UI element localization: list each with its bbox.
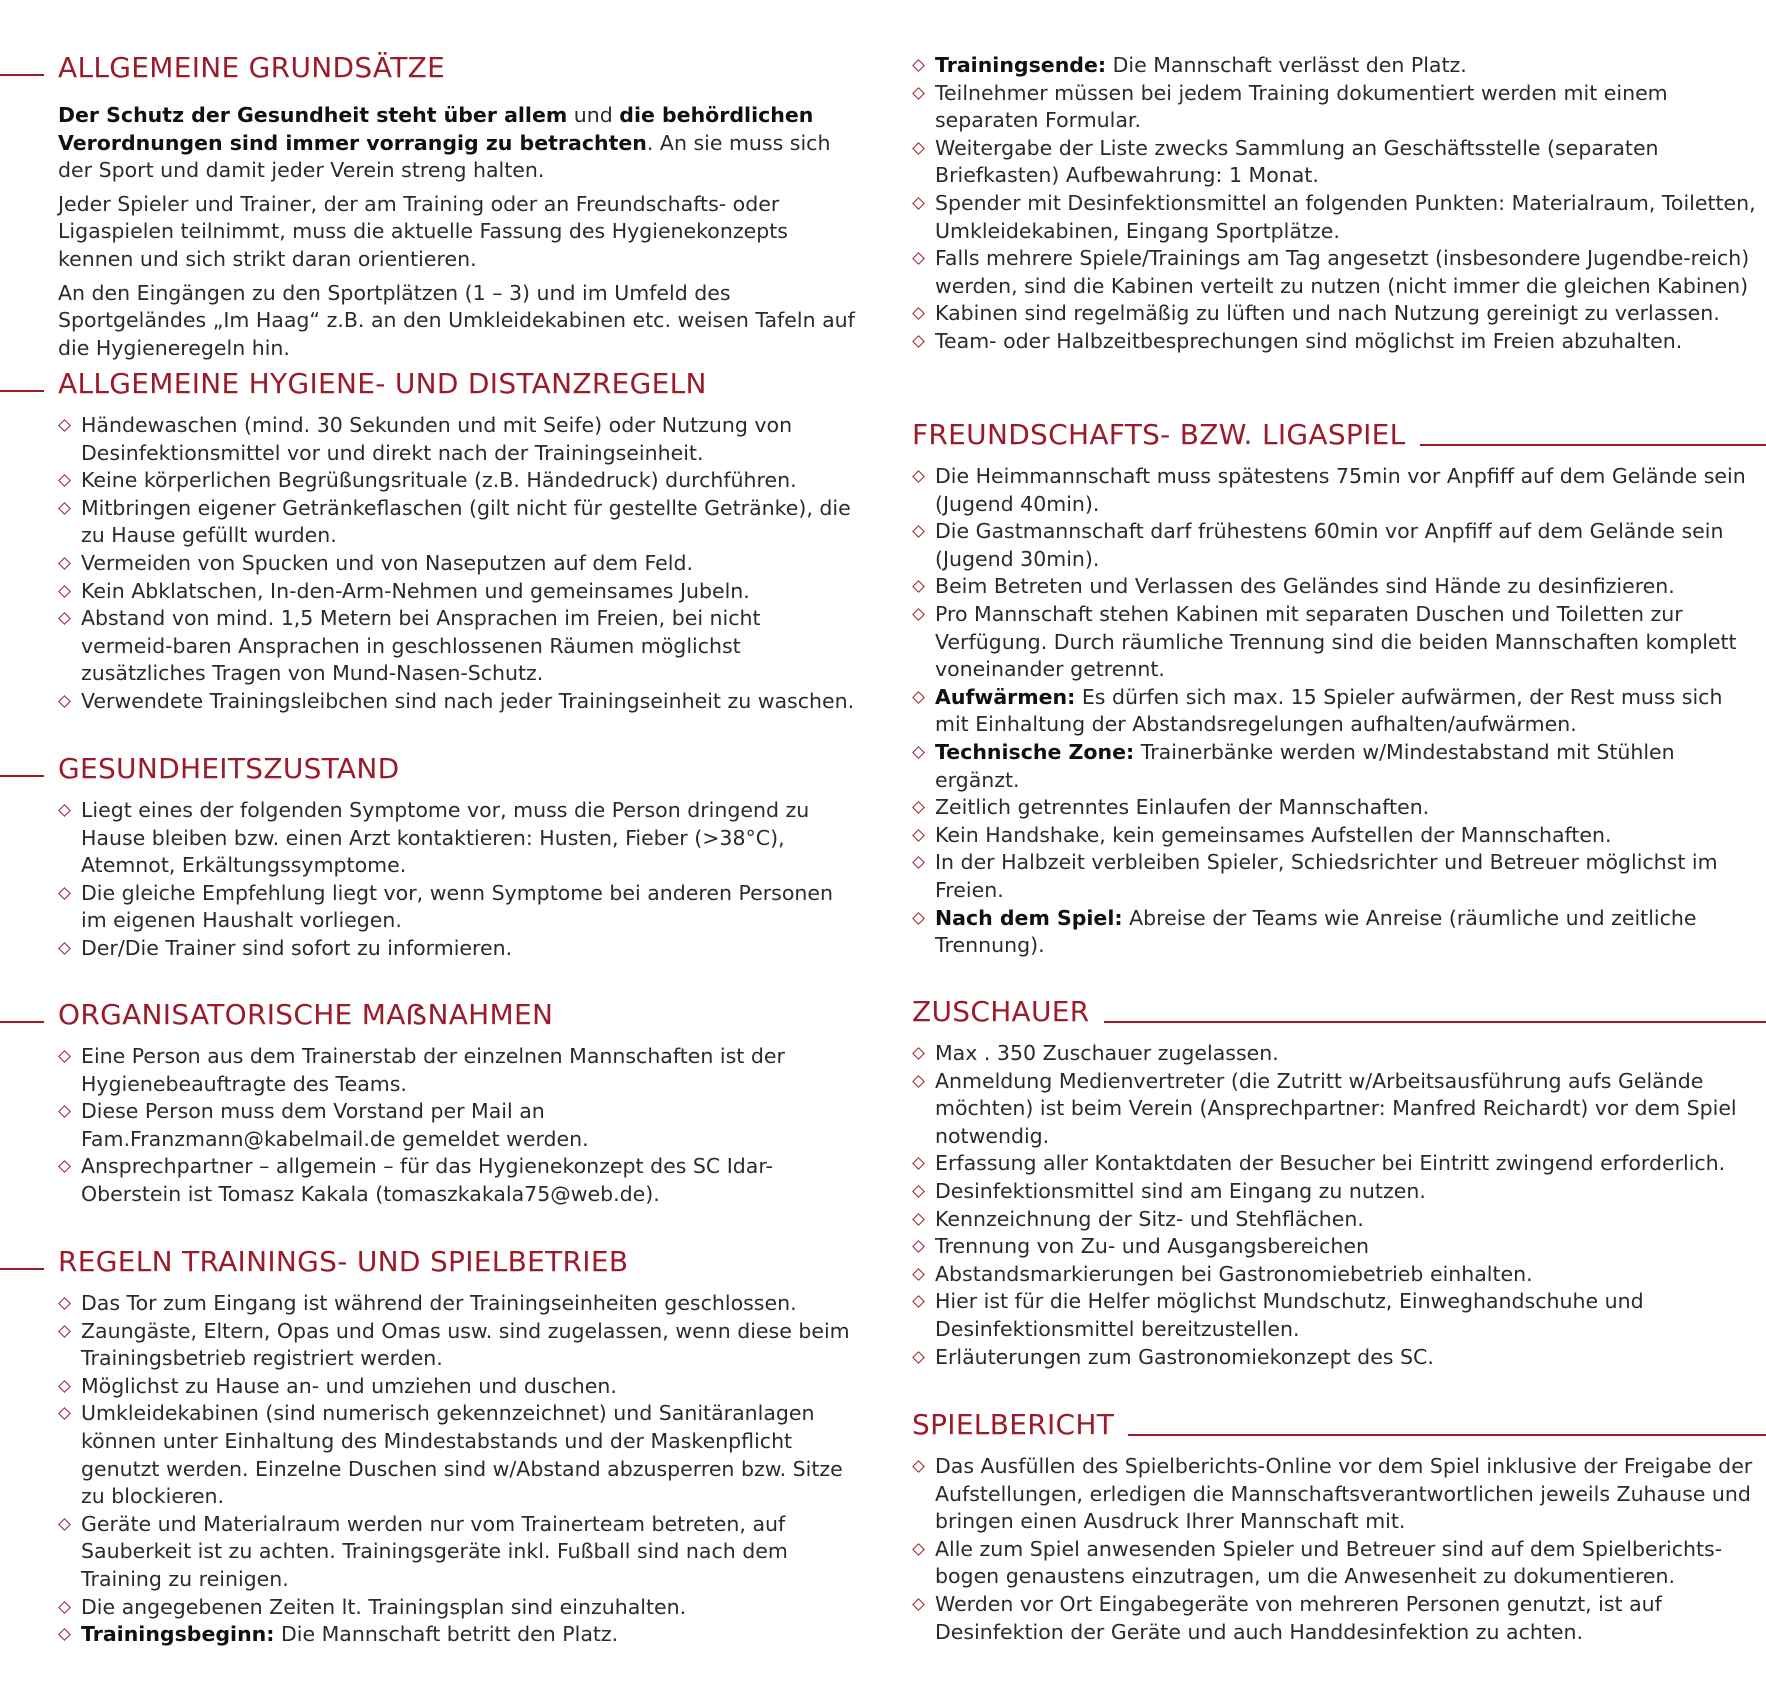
list-item-text: Werden vor Ort Eingabegeräte von mehreren Personen genutzt, ist auf Desinfektion der Geräte und auch Handdesinfektion zu achten. <box>935 1591 1662 1644</box>
list-item <box>58 578 858 606</box>
diamond-bullet-icon <box>912 1295 925 1308</box>
diamond-bullet-icon <box>58 1297 71 1310</box>
diamond-bullet-icon <box>912 912 925 925</box>
heading-rule <box>0 390 44 392</box>
diamond-bullet-icon <box>58 1105 71 1118</box>
diamond-bullet-icon <box>912 1351 925 1364</box>
list-item <box>912 1233 1762 1261</box>
paragraph: An den Eingängen zu den Sportplätzen (1 – 3) und im Umfeld des Sportgeländes „Im Haag“ z.B. an den Umkleidekabinen etc. weisen Tafeln auf die Hygieneregeln hin. <box>58 280 855 360</box>
list-item <box>912 245 1762 300</box>
diamond-bullet-icon <box>912 1047 925 1060</box>
bullet-list <box>912 1040 1762 1371</box>
list-item-text: Abstand von mind. 1,5 Metern bei Ansprachen im Freien, bei nicht vermeid-baren Ansprachen in geschlossenen Räumen möglichst zusätzliches Tragen von Mund-Nasen-Schutz. <box>81 606 761 686</box>
diamond-bullet-icon <box>912 1158 925 1171</box>
diamond-bullet-icon <box>58 1601 71 1614</box>
list-item <box>58 467 858 495</box>
section-regeln-trainings-spielbetrieb <box>58 1244 858 1649</box>
diamond-bullet-icon <box>912 1268 925 1281</box>
list-item-text: Das Ausfüllen des Spielberichts-Online vor dem Spiel inklusive der Freigabe der Aufstellungen, erledigen die Mannschaftsverantwortlichen jeweils Zuhause und bringen einen Ausdruck Ihrer Mannschaft mit. <box>935 1454 1753 1534</box>
list-item <box>912 1068 1762 1151</box>
list-item <box>912 1261 1762 1289</box>
list-item-text: Desinfektionsmittel sind am Eingang zu nutzen. <box>935 1178 1426 1203</box>
list-item <box>912 739 1762 794</box>
section-heading <box>58 751 858 787</box>
diamond-bullet-icon <box>58 942 71 955</box>
list-item-text: Diese Person muss dem Vorstand per Mail an Fam.Franzmann@kabelmail.de gemeldet werden. <box>81 1099 589 1151</box>
list-item <box>58 605 858 688</box>
diamond-bullet-icon <box>912 1598 925 1611</box>
list-item-text: Die Mannschaft betritt den Platz. <box>274 1622 619 1647</box>
heading-text: ORGANISATORISCHE MAẞNAHMEN <box>58 998 554 1031</box>
diamond-bullet-icon <box>58 1380 71 1393</box>
list-item-text: Mitbringen eigener Getränkeflaschen (gilt nicht für gestellte Getränke), die zu Hause gefüllt wurden. <box>81 495 851 548</box>
list-item <box>912 1150 1762 1178</box>
bullet-list <box>58 1290 858 1649</box>
diamond-bullet-icon <box>912 608 925 621</box>
bold-label: Trainingsbeginn: <box>81 1622 275 1647</box>
heading-text: ZUSCHAUER <box>912 995 1090 1028</box>
list-item <box>912 80 1762 135</box>
diamond-bullet-icon <box>912 856 925 869</box>
diamond-bullet-icon <box>58 695 71 708</box>
list-item-text: Trainerbänke werden w/Mindestabstand mit Stühlen ergänzt. <box>935 739 1675 792</box>
text: . An sie muss sich der Sport und damit jeder Verein streng halten. <box>58 130 831 183</box>
list-item-text: Zaungäste, Eltern, Opas und Omas usw. sind zugelassen, wenn diese beim Trainingsbetrieb registriert werden. <box>81 1318 850 1371</box>
list-item <box>58 797 858 880</box>
list-item-text: Zeitlich getrenntes Einlaufen der Mannschaften. <box>935 795 1430 820</box>
list-item-text: Ansprechpartner – allgemein – für das Hygienekonzept des SC Idar-Oberstein ist Tomasz Kakala (tomaszkakala75@web.de). <box>81 1154 773 1206</box>
heading-text: GESUNDHEITSZUSTAND <box>58 752 400 785</box>
diamond-bullet-icon <box>912 801 925 814</box>
list-item <box>912 601 1762 684</box>
section-heading <box>58 1244 858 1280</box>
section-heading <box>58 50 858 86</box>
diamond-bullet-icon <box>912 335 925 348</box>
list-item-text: Abreise der Teams wie Anreise (räumliche und zeitliche Trennung). <box>935 905 1697 958</box>
list-item <box>912 328 1762 356</box>
list-item-text: Händewaschen (mind. 30 Sekunden und mit Seife) oder Nutzung von Desinfektionsmittel vor und direkt nach der Trainingseinheit. <box>81 413 793 465</box>
list-item-text: Spender mit Desinfektionsmittel an folgenden Punkten: Materialraum, Toiletten, Umkleidekabinen, Eingang Sportplätze. <box>935 190 1756 243</box>
list-item <box>912 463 1762 518</box>
list-item-text: Keine körperlichen Begrüßungsrituale (z.B. Händedruck) durchführen. <box>81 468 797 493</box>
section-heading <box>58 366 858 402</box>
bold-label: Nach dem Spiel: <box>935 905 1123 930</box>
list-item <box>58 1318 858 1373</box>
list-item-text: Das Tor zum Eingang ist während der Trainingseinheiten geschlossen. <box>81 1291 797 1315</box>
heading-rule <box>0 1268 44 1270</box>
bullet-list <box>912 463 1762 960</box>
list-item-text: Weitergabe der Liste zwecks Sammlung an Geschäftsstelle (separaten Briefkasten) Aufbewahrung: 1 Monat. <box>935 135 1659 188</box>
list-item-text: Hier ist für die Helfer möglichst Mundschutz, Einweghandschuhe und Desinfektionsmittel bereitzustellen. <box>935 1289 1644 1341</box>
bullet-list <box>58 1043 858 1209</box>
diamond-bullet-icon <box>58 1518 71 1531</box>
list-item-text: Trennung von Zu- und Ausgangsbereichen <box>935 1234 1369 1259</box>
bullet-list <box>912 52 1762 356</box>
bold-label: Trainingsende: <box>935 53 1107 77</box>
list-item-text: Abstandsmarkierungen bei Gastronomiebetrieb einhalten. <box>935 1261 1533 1286</box>
list-item <box>912 1453 1762 1536</box>
section-heading <box>912 417 1762 453</box>
section-heading <box>912 1407 1762 1443</box>
list-item <box>912 573 1762 601</box>
list-item-text: Eine Person aus dem Trainerstab der einzelnen Mannschaften ist der Hygienebeauftragte des Teams. <box>81 1044 785 1096</box>
list-item-text: Die angegebenen Zeiten lt. Trainingsplan sind einzuhalten. <box>81 1594 687 1619</box>
list-item-text: Der/Die Trainer sind sofort zu informieren. <box>81 935 513 960</box>
list-item-text: Vermeiden von Spucken und von Naseputzen auf dem Feld. <box>81 550 693 575</box>
diamond-bullet-icon <box>912 1543 925 1556</box>
bullet-list <box>58 412 858 716</box>
list-item <box>58 1511 858 1594</box>
list-item <box>58 1290 858 1318</box>
list-item <box>912 300 1762 328</box>
diamond-bullet-icon <box>912 1213 925 1226</box>
intro-paragraph <box>58 102 858 185</box>
section-organisatorische-massnahmen <box>58 997 858 1209</box>
list-item-text: Kein Abklatschen, In-den-Arm-Nehmen und gemeinsames Jubeln. <box>81 578 750 603</box>
diamond-bullet-icon <box>912 746 925 759</box>
list-item <box>58 688 858 716</box>
list-item-text: Erläuterungen zum Gastronomiekonzept des SC. <box>935 1344 1434 1369</box>
bold-label: Aufwärmen: <box>935 684 1076 709</box>
diamond-bullet-icon <box>58 585 71 598</box>
list-item <box>912 1536 1762 1591</box>
section-heading <box>58 997 858 1033</box>
diamond-bullet-icon <box>912 829 925 842</box>
list-item-text: Die Heimmannschaft muss spätestens 75min vor Anpfiff auf dem Gelände sein (Jugend 40min). <box>935 464 1746 516</box>
diamond-bullet-icon <box>912 1240 925 1253</box>
list-item <box>912 135 1762 190</box>
list-item-text: Max . 350 Zuschauer zugelassen. <box>935 1041 1279 1065</box>
paragraph: Jeder Spieler und Trainer, der am Training oder an Freundschafts- oder Ligaspielen teilnimmt, muss die aktuelle Fassung des Hygienekonzepts kennen und sich strikt daran orientieren. <box>58 191 788 271</box>
heading-rule <box>0 74 44 76</box>
list-item-text: Es dürfen sich max. 15 Spieler aufwärmen, der Rest muss sich mit Einhaltung der Abstandsregelungen aufhalten/aufwärmen. <box>935 684 1723 737</box>
diamond-bullet-icon <box>58 804 71 817</box>
section-gesundheitszustand <box>58 751 858 963</box>
diamond-bullet-icon <box>58 1050 71 1063</box>
list-item-text: Kennzeichnung der Sitz- und Stehflächen. <box>935 1206 1364 1231</box>
list-item <box>912 905 1762 960</box>
heading-rule <box>1420 444 1766 446</box>
bullet-list <box>912 1453 1762 1646</box>
list-item-text: Liegt eines der folgenden Symptome vor, muss die Person dringend zu Hause bleiben bzw. einen Arzt kontaktieren: Husten, Fieber (>38°C), Atemnot, Erkältungssymptome. <box>81 798 810 878</box>
section-freundschafts-ligaspiel <box>912 417 1762 960</box>
list-item-text: Erfassung aller Kontaktdaten der Besucher bei Eintritt zwingend erforderlich. <box>935 1151 1726 1176</box>
list-item <box>58 1153 858 1208</box>
list-item <box>912 849 1762 904</box>
diamond-bullet-icon <box>58 1325 71 1338</box>
list-item-text: Die Mannschaft verlässt den Platz. <box>1106 53 1467 77</box>
list-item <box>58 1098 858 1153</box>
bold-label: Technische Zone: <box>935 739 1135 764</box>
bold-text: Der Schutz der Gesundheit steht über allem <box>58 103 568 127</box>
list-item <box>912 190 1762 245</box>
list-item-text: Geräte und Materialraum werden nur vom Trainerteam betreten, auf Sauberkeit ist zu achten. Trainingsgeräte inkl. Fußball sind nach dem Training zu reinigen. <box>81 1511 788 1591</box>
list-item-text: In der Halbzeit verbleiben Spieler, Schiedsrichter und Betreuer möglichst im Freien. <box>935 850 1718 902</box>
diamond-bullet-icon <box>912 87 925 100</box>
text: und <box>567 103 620 127</box>
diamond-bullet-icon <box>58 612 71 625</box>
heading-text: SPIELBERICHT <box>912 1408 1115 1441</box>
heading-rule <box>1104 1021 1766 1023</box>
diamond-bullet-icon <box>912 470 925 483</box>
diamond-bullet-icon <box>58 502 71 515</box>
diamond-bullet-icon <box>912 252 925 265</box>
diamond-bullet-icon <box>58 1161 71 1174</box>
list-item-text: Kein Handshake, kein gemeinsames Aufstellen der Mannschaften. <box>935 822 1612 847</box>
list-item <box>912 1288 1762 1343</box>
heading-text: ALLGEMEINE GRUNDSÄTZE <box>58 51 446 84</box>
list-item <box>912 822 1762 850</box>
diamond-bullet-icon <box>912 142 925 155</box>
heading-text: ALLGEMEINE HYGIENE- UND DISTANZREGELN <box>58 367 707 400</box>
section-heading <box>912 994 1762 1030</box>
section-allgemeine-grundsaetze <box>58 50 858 362</box>
list-item <box>912 52 1762 80</box>
list-item <box>58 495 858 550</box>
section-spielbericht <box>912 1407 1762 1646</box>
heading-rule <box>0 775 44 777</box>
list-item <box>912 684 1762 739</box>
bold-text: die behördlichen Verordnungen sind immer vorrangig zu betrachten <box>58 103 814 155</box>
diamond-bullet-icon <box>58 557 71 570</box>
list-item <box>912 1206 1762 1234</box>
diamond-bullet-icon <box>912 1460 925 1473</box>
diamond-bullet-icon <box>912 1075 925 1088</box>
list-item <box>912 1040 1762 1068</box>
list-item-text: Anmeldung Medienvertreter (die Zutritt w/Arbeitsausführung aufs Gelände möchten) ist beim Verein (Ansprechpartner: Manfred Reichardt) vor dem Spiel notwendig. <box>935 1068 1737 1148</box>
bullet-list <box>58 797 858 963</box>
diamond-bullet-icon <box>58 1628 71 1641</box>
list-item-text: Verwendete Trainingsleibchen sind nach jeder Trainingseinheit zu waschen. <box>81 688 855 713</box>
list-item <box>912 518 1762 573</box>
diamond-bullet-icon <box>58 1408 71 1421</box>
list-item-text: Kabinen sind regelmäßig zu lüften und nach Nutzung gereinigt zu verlassen. <box>935 301 1720 326</box>
list-item <box>58 935 858 963</box>
list-item <box>912 1344 1762 1372</box>
diamond-bullet-icon <box>912 307 925 320</box>
heading-text: FREUNDSCHAFTS- BZW. LIGASPIEL <box>912 418 1406 451</box>
section-regeln-continued <box>912 52 1762 356</box>
diamond-bullet-icon <box>58 887 71 900</box>
list-item-text: Falls mehrere Spiele/Trainings am Tag angesetzt (insbesondere Jugendbe-reich) werden, sind die Kabinen verteilt zu nutzen (nicht immer die gleichen Kabinen) <box>935 246 1750 298</box>
list-item <box>58 1621 858 1649</box>
section-hygiene-distanzregeln <box>58 366 858 716</box>
list-item <box>58 880 858 935</box>
list-item <box>912 794 1762 822</box>
diamond-bullet-icon <box>912 581 925 594</box>
list-item-text: Teilnehmer müssen bei jedem Training dokumentiert werden mit einem separaten Formular. <box>935 80 1668 133</box>
list-item <box>58 1373 858 1401</box>
list-item <box>58 1594 858 1622</box>
diamond-bullet-icon <box>912 59 925 72</box>
list-item-text: Pro Mannschaft stehen Kabinen mit separaten Duschen und Toiletten zur Verfügung. Durch räumliche Trennung sind die beiden Mannschaften komplett voneinander getrennt. <box>935 601 1737 682</box>
diamond-bullet-icon <box>912 691 925 704</box>
list-item-text: Team- oder Halbzeitbesprechungen sind möglichst im Freien abzuhalten. <box>935 328 1683 353</box>
list-item <box>912 1178 1762 1206</box>
list-item <box>58 550 858 578</box>
list-item-text: Die gleiche Empfehlung liegt vor, wenn Symptome bei anderen Personen im eigenen Haushalt vorliegen. <box>81 880 833 933</box>
list-item <box>912 1591 1762 1646</box>
diamond-bullet-icon <box>912 1185 925 1198</box>
list-item <box>58 1400 858 1510</box>
heading-text: REGELN TRAININGS- UND SPIELBETRIEB <box>58 1245 629 1278</box>
diamond-bullet-icon <box>58 419 71 432</box>
list-item-text: Möglichst zu Hause an- und umziehen und duschen. <box>81 1373 617 1398</box>
list-item-text: Die Gastmannschaft darf frühestens 60min vor Anpfiff auf dem Gelände sein (Jugend 30min). <box>935 519 1724 571</box>
list-item-text: Umkleidekabinen (sind numerisch gekennzeichnet) und Sanitäranlagen können unter Einhaltung des Mindestabstands und der Maskenpflicht genutzt werden. Einzelne Duschen sind w/Abstand abzusperren bzw. Sitze zu blockieren. <box>81 1401 843 1509</box>
list-item <box>58 1043 858 1098</box>
heading-rule <box>1128 1434 1766 1436</box>
diamond-bullet-icon <box>912 525 925 538</box>
list-item-text: Beim Betreten und Verlassen des Geländes sind Hände zu desinfizieren. <box>935 574 1675 599</box>
section-zuschauer <box>912 994 1762 1371</box>
heading-rule <box>0 1021 44 1023</box>
diamond-bullet-icon <box>912 197 925 210</box>
list-item-text: Alle zum Spiel anwesenden Spieler und Betreuer sind auf dem Spielberichts-bogen genaustens einzutragen, um die Anwesenheit zu dokumentieren. <box>935 1536 1723 1589</box>
list-item <box>58 412 858 467</box>
diamond-bullet-icon <box>58 474 71 487</box>
